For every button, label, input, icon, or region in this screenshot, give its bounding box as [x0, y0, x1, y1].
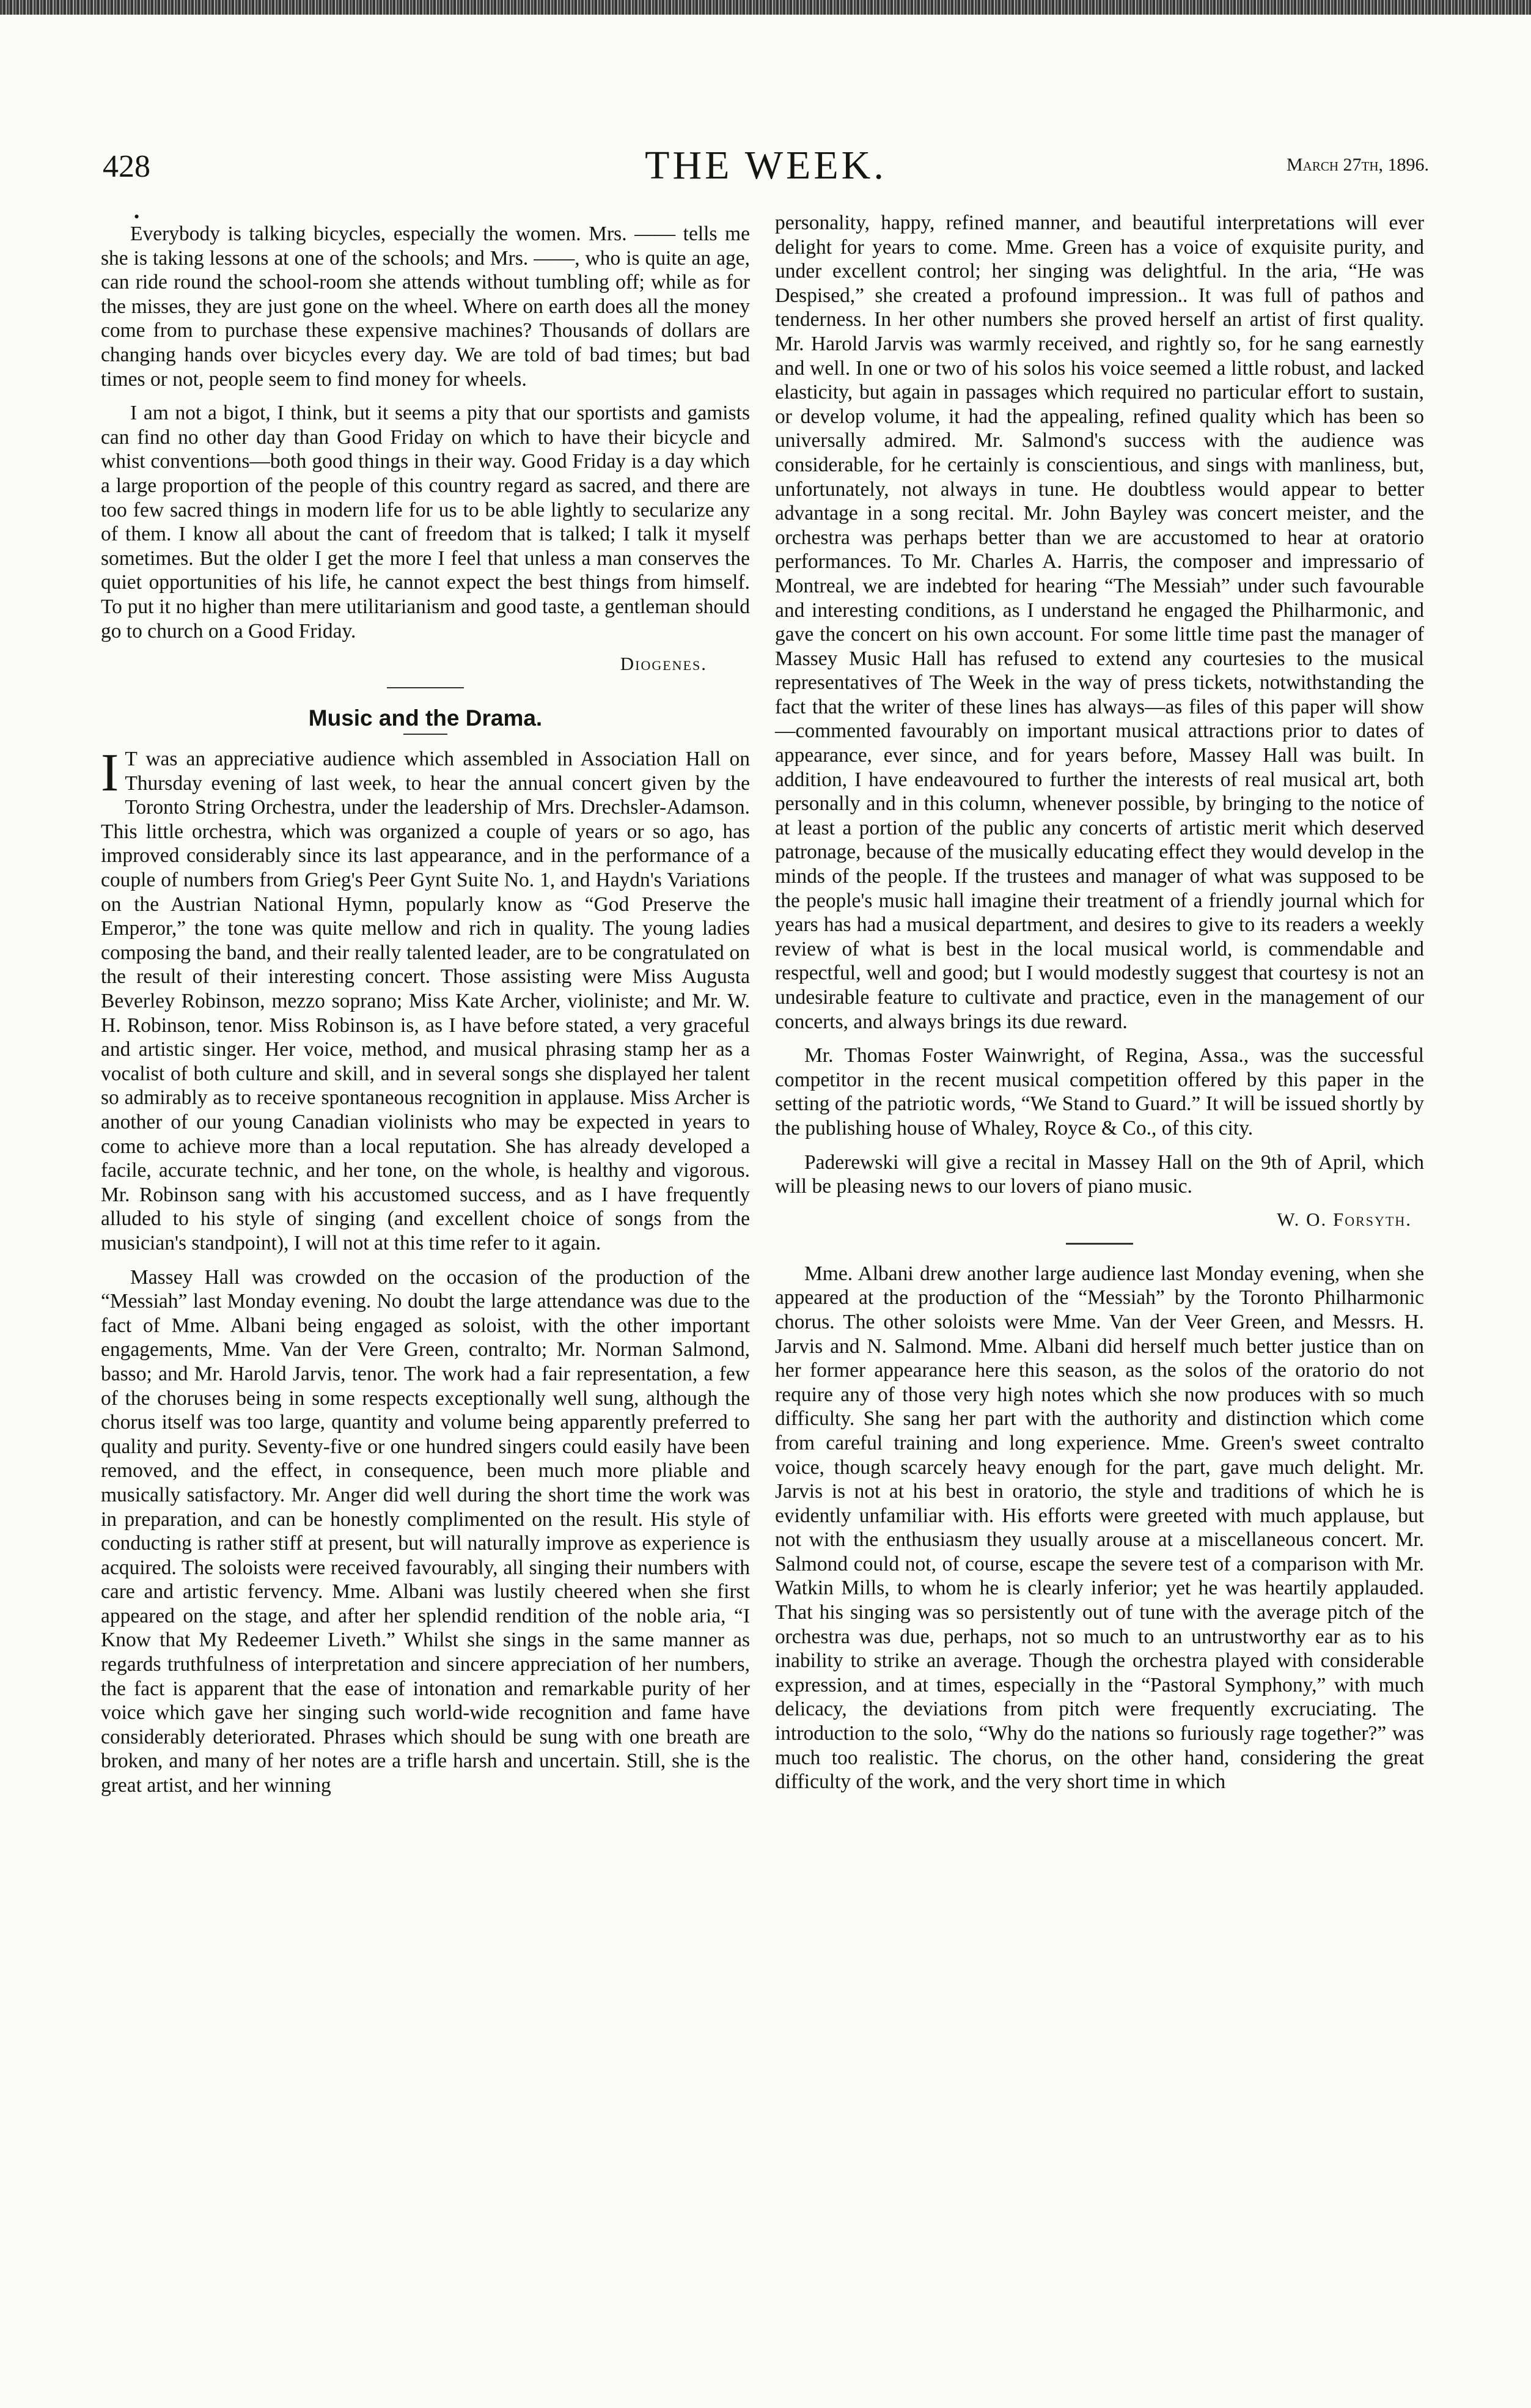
section-divider — [387, 687, 464, 688]
paragraph-string-orchestra — [101, 743, 750, 1255]
section-title: Music and the Drama. — [308, 705, 543, 731]
paragraph-albani: Mme. Albani drew another large audience last Monday evening, when she appeared at the production of the “Messiah” by the Toronto Philharmonic chorus. The other soloists were Mme. Van der Veer Green, and Messrs. H. Jarvis and N. Salmond. Mme. Albani did herself much better justice than on her former appearance here this season, as the solos of the oratorio do not require any of those very high notes which she now produces with so much difficulty. She sang her part with the authority and distinction which come from careful training and long experience. Mme. Green's sweet contralto voice, though scarcely heavy enough for the part, gave much delight. Mr. Jarvis is not at his best in oratorio, the style and traditions of which he is evidently unfamiliar with. His efforts were greeted with much applause, but not with the enthusiasm they usually arouse at a miscellaneous concert. Mr. Salmond could not, of course, escape the severe test of a comparison with Mr. Watkin Mills, to whom he is clearly inferior; yet he was heartily applauded. That his singing was so persistently out of tune with the average pitch of the orchestra was due, perhaps, not so much to an untrustworthy ear as to his inability to strike an average. Though the orchestra played with considerable expression, and at times, especially in the “Pastoral Symphony,” with much delicacy, the deviations from pitch were frequently excruciating. The introduction to the solo, “Why do the nations so furiously rage together?” was much too realistic. The chorus, on the other hand, considering the great difficulty of the work, and the very short time in which — [775, 1262, 1424, 1794]
page-number: 428 — [103, 149, 150, 184]
paragraph-messiah-continued: personality, happy, refined manner, and beautiful interpretations will ever delight for years to come. Mme. Green has a voice of exquisite purity, and under excellent control; her singing was delightful. In the aria, “He was Despised,” she created a profound impression.. It was full of pathos and tenderness. In her other numbers she proved herself an artist of first quality. Mr. Harold Jarvis was warmly received, and rightly so, for he sang earnestly and well. In one or two of his solos his voice seemed a little robust, and lacked elasticity, but again in passages which required no particular effort to sustain, or develop volume, it had the appealing, refined quality which has been so universally admired. Mr. Salmond's success with the audience was considerable, for he certainly is conscientious, and sings with manliness, but, unfortunately, not always in tune. He doubtless would appear to better advantage in a song recital. Mr. John Bayley was concert meister, and the orchestra was perhaps better than we are accustomed to hear at oratorio performances. To Mr. Charles A. Harris, the composer and impressario of Montreal, we are indebted for hearing “The Messiah” under such favourable and interesting conditions, as I understand he engaged the Philharmonic, and gave the concert on his own account. For some little time past the manager of Massey Music Hall has refused to extend any courtesies to the musical representatives of The Week in the way of press tickets, notwithstanding the fact that the writer of these lines has always—as files of this paper will show—commented favourably on important musical attractions prior to dates of appearance, ever since, and for years before, Massey Hall was built. In addition, I have endeavoured to further the interests of real musical art, both personally and in this column, whenever possible, by bringing to the notice of at least a portion of the public any concerts of artistic merit which deserved patronage, because of the musically educating effect they would develop in the minds of the people. If the trustees and manager of what was supposed to be the people's music hall imagine their treatment of a friendly journal which for years has had a musical department, and desires to give to its readers a weekly review of what is best in the local musical world, is commendable and respectful, well and good; but I would modestly suggest that courtesy is not an undesirable feature to cultivate and practice, even in the management of our concerts, and always brings its due reward. — [775, 212, 1424, 1033]
title-underline — [403, 734, 447, 735]
signature-diogenes: Diogenes. — [620, 653, 707, 675]
right-column — [775, 211, 1424, 1804]
column-divider — [1066, 1243, 1133, 1245]
paragraph-bicycles: Everybody is talking bicycles, especially the women. Mrs. —— tells me she is taking lessons at one of the schools; and Mrs. ——, who is quite an age, can ride round the school-room she attends without tumbling off; while as for the misses, they are just gone on the wheel. Where on earth does all the money come from to purchase these expensive machines? Thousands of dollars are changing hands over bicycles every day. We are told of bad times; but bad times or not, people seem to find money for wheels. — [101, 223, 750, 391]
signature-forsyth: W. O. Forsyth. — [1277, 1208, 1412, 1230]
paragraph-string-orchestra-text: T was an appreciative audience which assembled in Association Hall on Thursday evening of last week, to hear the annual concert given by the Toronto String Orchestra, under the leadership of Mrs. Drechsler-Adamson. This little orchestra, which was organized a couple of years or so ago, has improved considerably since its last appearance, and in the performance of a couple of numbers from Grieg's Peer Gynt Suite No. 1, and Haydn's Variations on the Austrian National Hymn, popularly know as “God Preserve the Emperor,” the tone was quite mellow and rich in quality. The young ladies composing the band, and their really talented leader, are to be congratulated on the result of their interesting concert. Those assisting were Miss Augusta Beverley Robinson, mezzo soprano; Miss Kate Archer, violiniste; and Mr. W. H. Robinson, tenor. Miss Robinson is, as I have before stated, a very graceful and artistic singer. Her voice, method, and musical phrasing stamp her as a vocalist of both culture and skill, and in several songs she displayed her talent so admirably as to receive spontaneous recognition in applause. Miss Archer is another of our young Canadian violinists who may be expected in years to come to achieve more than a local reputation. She has already developed a facile, accurate technic, and her tone, on the whole, is healthy and vigorous. Mr. Robinson sang with his accustomed success, and as I have frequently alluded to his style of singing (and excellent choice of songs from the musician's standpoint), I will not at this time refer to it again. — [101, 748, 750, 1254]
paragraph-wainwright: Mr. Thomas Foster Wainwright, of Regina, Assa., was the successful competitor in the recent musical competition offered by this paper in the setting of the patriotic words, “We Stand to Guard.” It will be issued shortly by the publishing house of Whaley, Royce & Co., of this city. — [775, 1044, 1424, 1140]
drop-cap: I — [101, 743, 119, 803]
paragraph-good-friday: I am not a bigot, I think, but it seems a pity that our sportists and gamists can find no other day than Good Friday on which to have their bicycle and whist conventions—both good things in their way. Good Friday is a day which a large proportion of the people of this country regard as sacred, and there are too few sacred things in modern life for us to be able lightly to secularize any of them. I know all about the cant of freedom that is talked; I talk it myself sometimes. But the older I get the more I feel that unless a man conserves the quiet opportunities of his life, he cannot expect the best things from himself. To put it no higher than mere utilitarianism and good taste, a gentleman should go to church on a Good Friday. — [101, 402, 750, 643]
page-header — [103, 138, 1429, 193]
page-top-edge — [0, 0, 1531, 15]
bullet-mark: • — [134, 208, 140, 226]
paragraph-paderewski: Paderewski will give a recital in Massey Hall on the 9th of April, which will be pleasing news to our lovers of piano music. — [775, 1151, 1424, 1198]
left-column — [101, 208, 750, 1808]
paragraph-messiah-review: Massey Hall was crowded on the occasion of the production of the “Messiah” last Monday evening. No doubt the large attendance was due to the fact of Mme. Albani being engaged as soloist, with the other important engagements, Mme. Van der Vere Green, contralto; Mr. Norman Salmond, basso; and Mr. Harold Jarvis, tenor. The work had a fair representation, a few of the choruses being in some respects exceptionally well sung, although the chorus itself was too large, quantity and volume being apparently preferred to quality and purity. Seventy-five or one hundred singers could easily have been removed, and the effect, in consequence, been much more pliable and musically satisfactory. Mr. Anger did well during the short time the work was in preparation, and can be honestly complimented on the result. His style of conducting is rather stiff at present, but will naturally improve as experience is acquired. The soloists were received favourably, all singing their numbers with care and artistic fervency. Mme. Albani was lustily cheered when she first appeared on the stage, and after her splendid rendition of the noble aria, “I Know that My Redeemer Liveth.” Whilst she sings in the same manner as regards truthfulness of interpretation and sincere appreciation of her numbers, the fact is apparent that the ease of intonation and remarkable purity of her voice which gave her singing such world-wide recognition and fame have considerably deteriorated. Phrases which should be sung with one breath are broken, and many of her notes are a trifle harsh and uncertain. Still, she is the great artist, and her winning — [101, 1265, 750, 1797]
journal-title: THE WEEK. — [645, 143, 887, 188]
issue-date: March 27th, 1896. — [1286, 155, 1429, 175]
